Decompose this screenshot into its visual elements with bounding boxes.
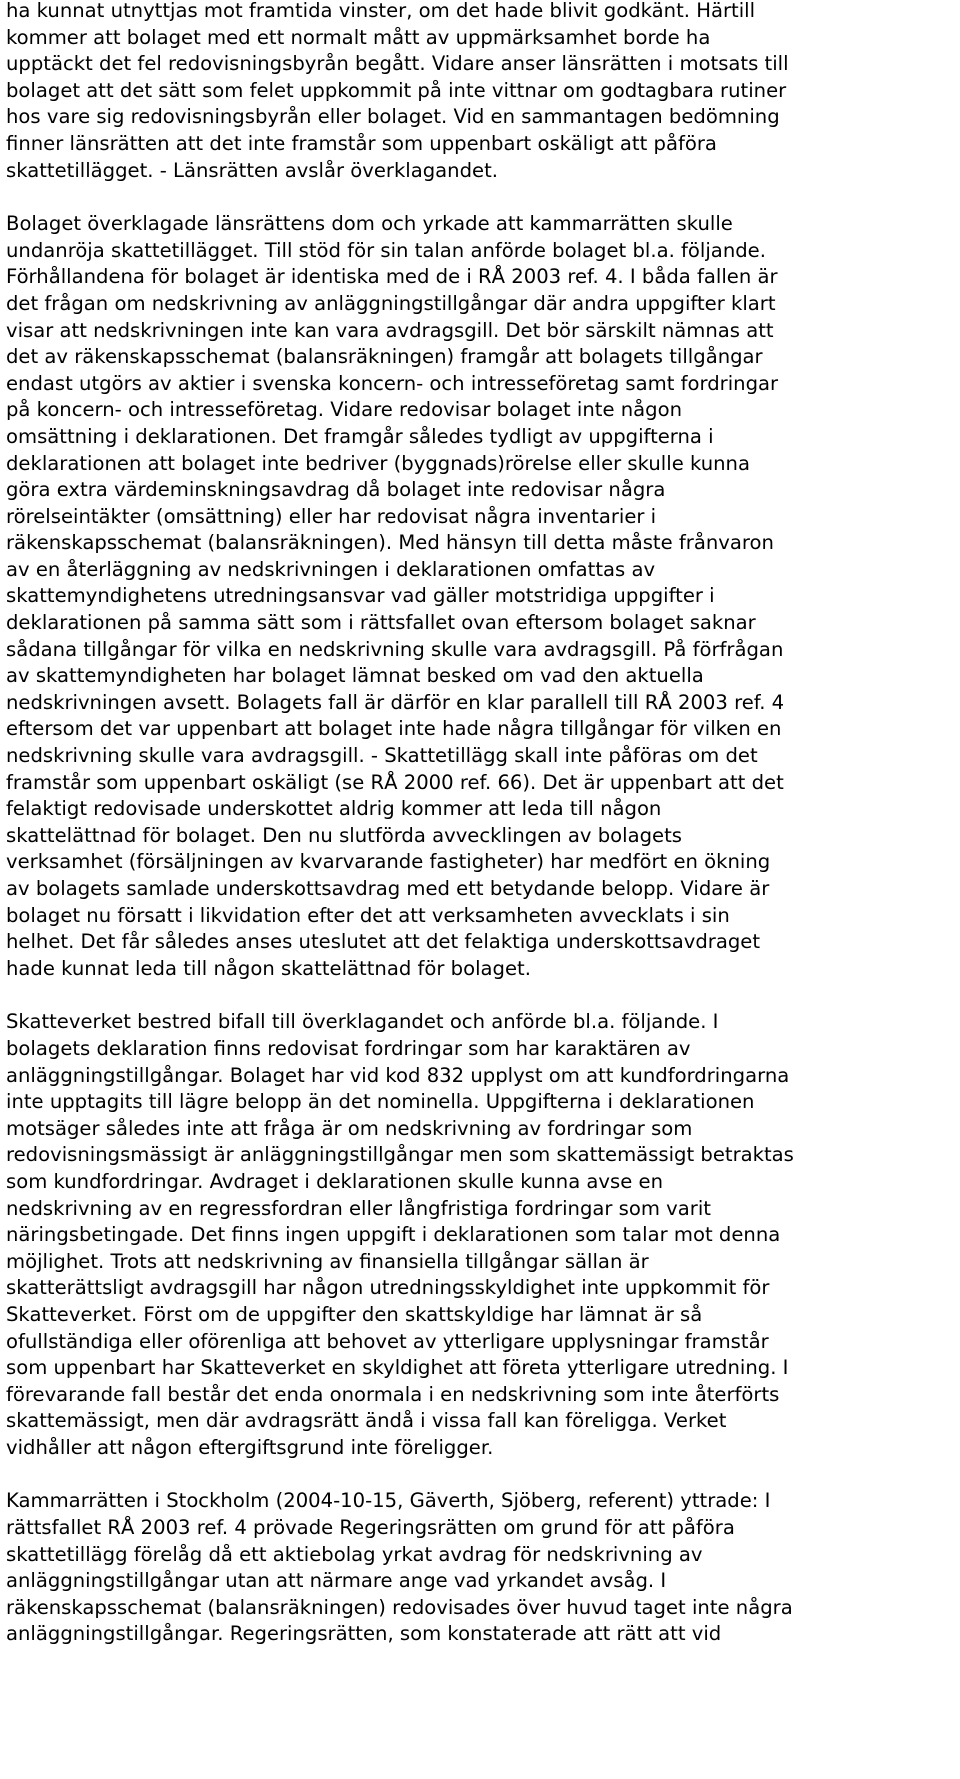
- text-line: anläggningstillgångar utan att närmare ange vad yrkandet avsåg. I: [6, 1569, 667, 1593]
- text-line: som uppenbart har Skatteverket en skyldighet att företa ytterligare utredning. I: [6, 1356, 789, 1380]
- text-line: rättsfallet RÅ 2003 ref. 4 prövade Regeringsrätten om grund för att påföra: [6, 1516, 735, 1540]
- paragraph-gap: [6, 184, 956, 211]
- text-line: skattetillägget. - Länsrätten avslår överklagandet.: [6, 158, 499, 182]
- text-line: göra extra värdeminskningsavdrag då bolaget inte redovisar några: [6, 478, 666, 502]
- text-line: framstår som uppenbart oskäligt (se RÅ 2000 ref. 66). Det är uppenbart att det: [6, 770, 784, 794]
- text-line: nedskrivningen avsett. Bolagets fall är därför en klar parallell till RÅ 2003 ref. 4: [6, 690, 785, 714]
- text-line: redovisningsmässigt är anläggningstillgångar men som skattemässigt betraktas: [6, 1143, 794, 1167]
- text-line: anläggningstillgångar. Regeringsrätten, som konstaterade att rätt att vid: [6, 1622, 722, 1646]
- text-line: inte upptagits till lägre belopp än det nominella. Uppgifterna i deklarationen: [6, 1090, 755, 1114]
- text-line: Skatteverket. Först om de uppgifter den skattskyldige har lämnat är så: [6, 1302, 703, 1326]
- text-line: Bolaget överklagade länsrättens dom och yrkade att kammarrätten skulle: [6, 212, 733, 236]
- text-line: ofullständiga eller oförenliga att behovet av ytterligare upplysningar framstår: [6, 1329, 769, 1353]
- text-line: skattemyndighetens utredningsansvar vad gäller motstridiga uppgifter i: [6, 584, 715, 608]
- text-line: nedskrivning av en regressfordran eller långfristiga fordringar som varit: [6, 1196, 711, 1220]
- paragraph-skatteverket-response: [6, 1009, 956, 1461]
- text-line: räkenskapsschemat (balansräkningen) redovisades över huvud taget inte några: [6, 1595, 793, 1619]
- text-line: näringsbetingade. Det finns ingen uppgift i deklarationen som talar mot denna: [6, 1223, 781, 1247]
- text-line: möjlighet. Trots att nedskrivning av finansiella tillgångar sällan är: [6, 1249, 649, 1273]
- paragraph-lansratten-conclusion: [6, 0, 956, 184]
- text-line: hos vare sig redovisningsbyrån eller bolaget. Vid en sammantagen bedömning: [6, 105, 780, 129]
- text-line: det frågan om nedskrivning av anläggningstillgångar där andra uppgifter klart: [6, 291, 776, 315]
- text-line: helhet. Det får således anses uteslutet att det felaktiga underskottsavdraget: [6, 930, 761, 954]
- text-line: bolagets deklaration finns redovisat fordringar som har karaktären av: [6, 1036, 691, 1060]
- text-line: skattelättnad för bolaget. Den nu slutförda avvecklingen av bolagets: [6, 823, 683, 847]
- text-line: felaktigt redovisade underskottet aldrig kommer att leda till någon: [6, 797, 662, 821]
- text-line: eftersom det var uppenbart att bolaget inte hade några tillgångar för vilken en: [6, 717, 782, 741]
- text-line: omsättning i deklarationen. Det framgår således tydligt av uppgifterna i: [6, 424, 714, 448]
- text-line: visar att nedskrivningen inte kan vara avdragsgill. Det bör särskilt nämnas att: [6, 318, 774, 342]
- text-line: ha kunnat utnyttjas mot framtida vinster, om det hade blivit godkänt. Härtill: [6, 0, 756, 22]
- text-line: bolaget nu försatt i likvidation efter det att verksamheten avvecklats i sin: [6, 903, 730, 927]
- paragraph-gap: [6, 982, 956, 1009]
- text-line: anläggningstillgångar. Bolaget har vid kod 832 upplyst om att kundfordringarna: [6, 1063, 790, 1087]
- text-line: kommer att bolaget med ett normalt mått av uppmärksamhet borde ha: [6, 25, 711, 49]
- text-line: motsäger således inte att fråga är om nedskrivning av fordringar som: [6, 1116, 693, 1140]
- text-line: sådana tillgångar för vilka en nedskrivning skulle vara avdragsgill. På förfrågan: [6, 637, 784, 661]
- text-line: upptäckt det fel redovisningsbyrån begått. Vidare anser länsrätten i motsats till: [6, 52, 789, 76]
- text-line: endast utgörs av aktier i svenska koncern- och intresseföretag samt fordringar: [6, 371, 779, 395]
- text-line: skattetillägg förelåg då ett aktiebolag yrkat avdrag för nedskrivning av: [6, 1542, 703, 1566]
- text-line: av en återläggning av nedskrivningen i deklarationen omfattas av: [6, 557, 656, 581]
- paragraph-gap: [6, 1461, 956, 1488]
- text-line: deklarationen på samma sätt som i rättsfallet ovan eftersom bolaget saknar: [6, 611, 756, 635]
- text-line: det av räkenskapsschemat (balansräkningen) framgår att bolagets tillgångar: [6, 345, 763, 369]
- text-line: förevarande fall består det enda onormala i en nedskrivning som inte återförts: [6, 1382, 780, 1406]
- text-line: verksamhet (försäljningen av kvarvarande fastigheter) har medfört en ökning: [6, 850, 771, 874]
- text-line: rörelseintäkter (omsättning) eller har redovisat några inventarier i: [6, 504, 657, 528]
- text-line: på koncern- och intresseföretag. Vidare redovisar bolaget inte någon: [6, 398, 683, 422]
- text-line: av bolagets samlade underskottsavdrag med ett betydande belopp. Vidare är: [6, 877, 770, 900]
- text-line: skattemässigt, men där avdragsrätt ändå i vissa fall kan föreligga. Verket: [6, 1409, 727, 1433]
- text-line: Förhållandena för bolaget är identiska med de i RÅ 2003 ref. 4. I båda fallen är: [6, 265, 778, 289]
- text-line: deklarationen att bolaget inte bedriver (byggnads)rörelse eller skulle kunna: [6, 451, 750, 475]
- text-line: skatterättsligt avdragsgill har någon utredningsskyldighet inte uppkommit för: [6, 1276, 770, 1300]
- text-line: Kammarrätten i Stockholm (2004-10-15, Gäverth, Sjöberg, referent) yttrade: I: [6, 1489, 771, 1513]
- text-line: räkenskapsschemat (balansräkningen). Med hänsyn till detta måste frånvaron: [6, 531, 774, 555]
- paragraph-bolaget-appeal: [6, 211, 956, 982]
- paragraph-kammarratten-ruling: [6, 1488, 956, 1648]
- text-line: nedskrivning skulle vara avdragsgill. - Skattetillägg skall inte påföras om det: [6, 744, 758, 768]
- text-line: som kundfordringar. Avdraget i deklarationen skulle kunna avse en: [6, 1169, 663, 1193]
- text-line: hade kunnat leda till någon skattelättnad för bolaget.: [6, 956, 531, 980]
- text-line: av skattemyndigheten har bolaget lämnat besked om vad den aktuella: [6, 664, 704, 688]
- text-line: finner länsrätten att det inte framstår som uppenbart oskäligt att påföra: [6, 131, 717, 155]
- text-line: undanröja skattetillägget. Till stöd för sin talan anförde bolaget bl.a. följande.: [6, 238, 766, 262]
- document-page: [6, 0, 956, 1648]
- text-line: Skatteverket bestred bifall till överklagandet och anförde bl.a. följande. I: [6, 1010, 719, 1034]
- text-line: vidhåller att någon eftergiftsgrund inte föreligger.: [6, 1435, 494, 1459]
- text-line: bolaget att det sätt som felet uppkommit på inte vittnar om godtagbara rutiner: [6, 78, 787, 102]
